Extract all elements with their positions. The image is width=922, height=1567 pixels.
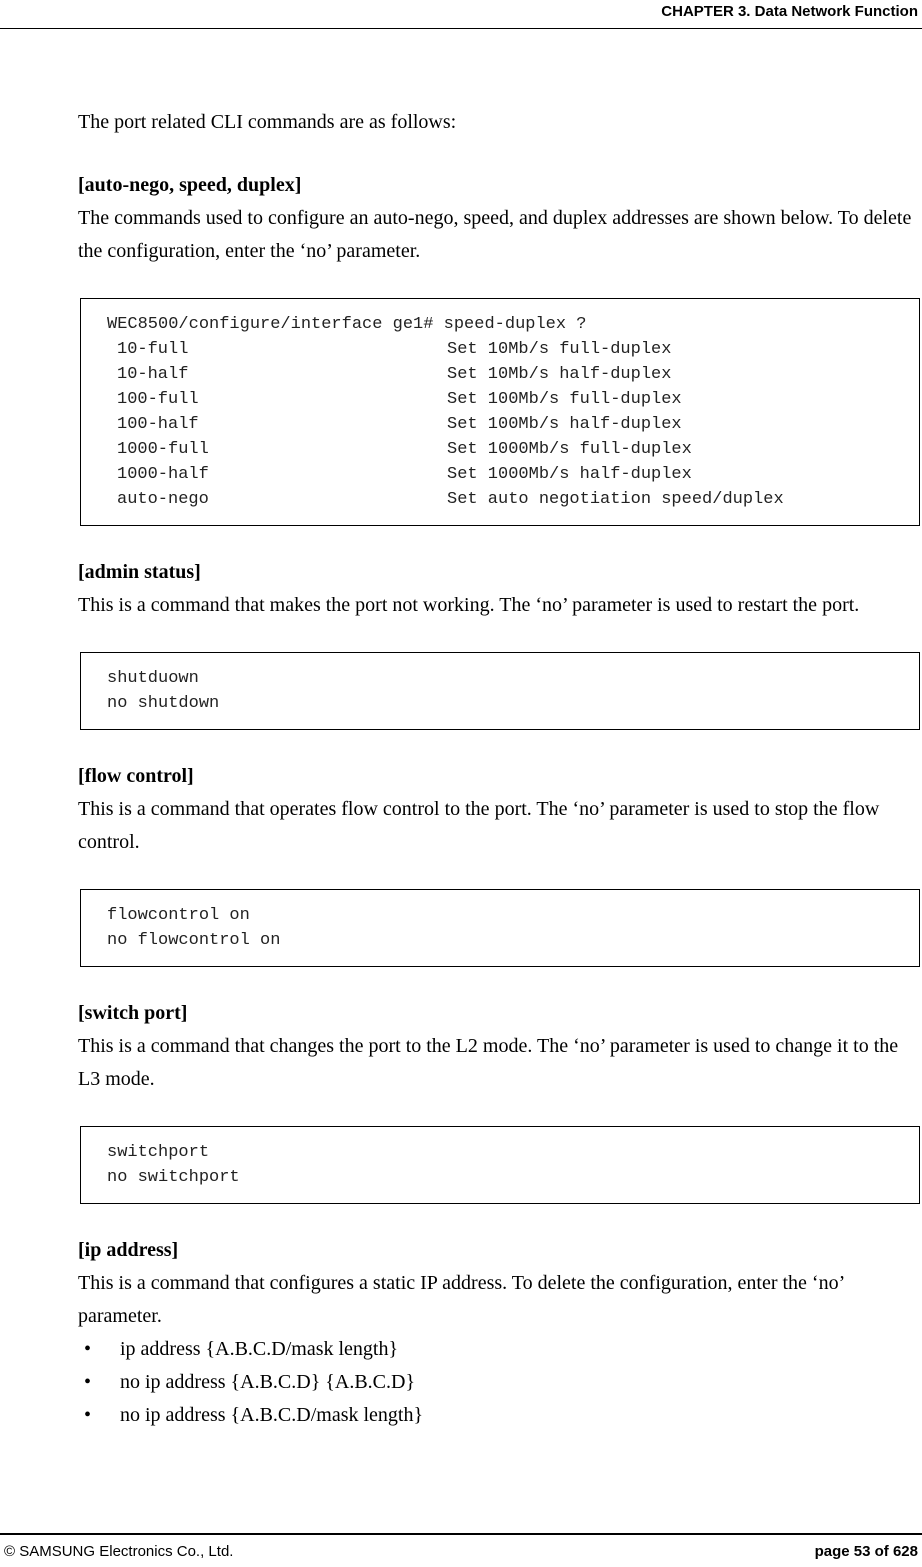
section-description-flow-control: This is a command that operates flow control to the port. The ‘no’ parameter is used to stop the flow control. <box>78 798 880 853</box>
option-key: 10-full <box>117 340 189 359</box>
code-option-row <box>107 387 919 412</box>
code-block-speed-duplex <box>80 298 920 526</box>
list-item-text: ip address {A.B.C.D/mask length} <box>120 1338 399 1360</box>
list-item <box>78 1399 920 1432</box>
code-option-row <box>107 487 919 512</box>
section-title-switch-port: [switch port] <box>78 1002 188 1024</box>
option-key: 1000-full <box>117 440 209 459</box>
option-key: 10-half <box>117 365 189 384</box>
ip-address-command-list <box>78 1333 920 1432</box>
code-block-flow-control <box>80 889 920 967</box>
code-block-admin-status <box>80 652 920 730</box>
intro-text: The port related CLI commands are as follows: <box>78 111 457 133</box>
list-item <box>78 1366 920 1399</box>
code-line: no shutdown <box>107 694 220 713</box>
section-title-ip-address: [ip address] <box>78 1239 179 1261</box>
option-description: Set auto negotiation speed/duplex <box>447 490 784 509</box>
option-key: 1000-half <box>117 465 209 484</box>
code-option-row <box>107 362 919 387</box>
code-line: no switchport <box>107 1168 240 1187</box>
section-description-admin-status: This is a command that makes the port not working. The ‘no’ parameter is used to restart the port. <box>78 594 860 616</box>
code-line: flowcontrol on <box>107 906 250 925</box>
section-description-switch-port: This is a command that changes the port to the L2 mode. The ‘no’ parameter is used to change it to the L3 mode. <box>78 1035 899 1090</box>
section-title-flow-control: [flow control] <box>78 765 194 787</box>
bullet-icon: • <box>84 1338 92 1360</box>
option-key: 100-half <box>117 415 199 434</box>
list-item-text: no ip address {A.B.C.D/mask length} <box>120 1404 424 1426</box>
code-block-switch-port <box>80 1126 920 1204</box>
code-prompt: WEC8500/configure/interface ge1# speed-duplex ? <box>107 315 587 334</box>
option-description: Set 100Mb/s half-duplex <box>447 415 682 434</box>
code-option-row <box>107 337 919 362</box>
code-option-row <box>107 462 919 487</box>
option-description: Set 100Mb/s full-duplex <box>447 390 682 409</box>
code-option-row <box>107 437 919 462</box>
bullet-icon: • <box>84 1371 92 1393</box>
option-description: Set 1000Mb/s half-duplex <box>447 465 692 484</box>
page-content <box>78 106 920 1432</box>
bullet-icon: • <box>84 1404 92 1426</box>
chapter-title: CHAPTER 3. Data Network Function <box>661 3 918 20</box>
option-key: auto-nego <box>117 490 209 509</box>
code-option-row <box>107 412 919 437</box>
page-number: page 53 of 628 <box>814 1543 918 1560</box>
section-title-speed-duplex: [auto-nego, speed, duplex] <box>78 174 302 196</box>
code-line: shutduown <box>107 669 199 688</box>
option-description: Set 10Mb/s half-duplex <box>447 365 672 384</box>
code-line: no flowcontrol on <box>107 931 281 950</box>
copyright-text: © SAMSUNG Electronics Co., Ltd. <box>4 1543 234 1560</box>
option-key: 100-full <box>117 390 199 409</box>
page-footer <box>0 1533 922 1567</box>
section-description-ip-address: This is a command that configures a static IP address. To delete the configuration, enter the ‘no’ parameter. <box>78 1272 844 1327</box>
section-title-admin-status: [admin status] <box>78 561 201 583</box>
page-header <box>0 0 922 29</box>
section-description-speed-duplex: The commands used to configure an auto-nego, speed, and duplex addresses are shown below. To delete the configuration, enter the ‘no’ parameter. <box>78 207 912 262</box>
code-line: switchport <box>107 1143 210 1162</box>
list-item <box>78 1333 920 1366</box>
list-item-text: no ip address {A.B.C.D} {A.B.C.D} <box>120 1371 416 1393</box>
option-description: Set 1000Mb/s full-duplex <box>447 440 692 459</box>
option-description: Set 10Mb/s full-duplex <box>447 340 672 359</box>
